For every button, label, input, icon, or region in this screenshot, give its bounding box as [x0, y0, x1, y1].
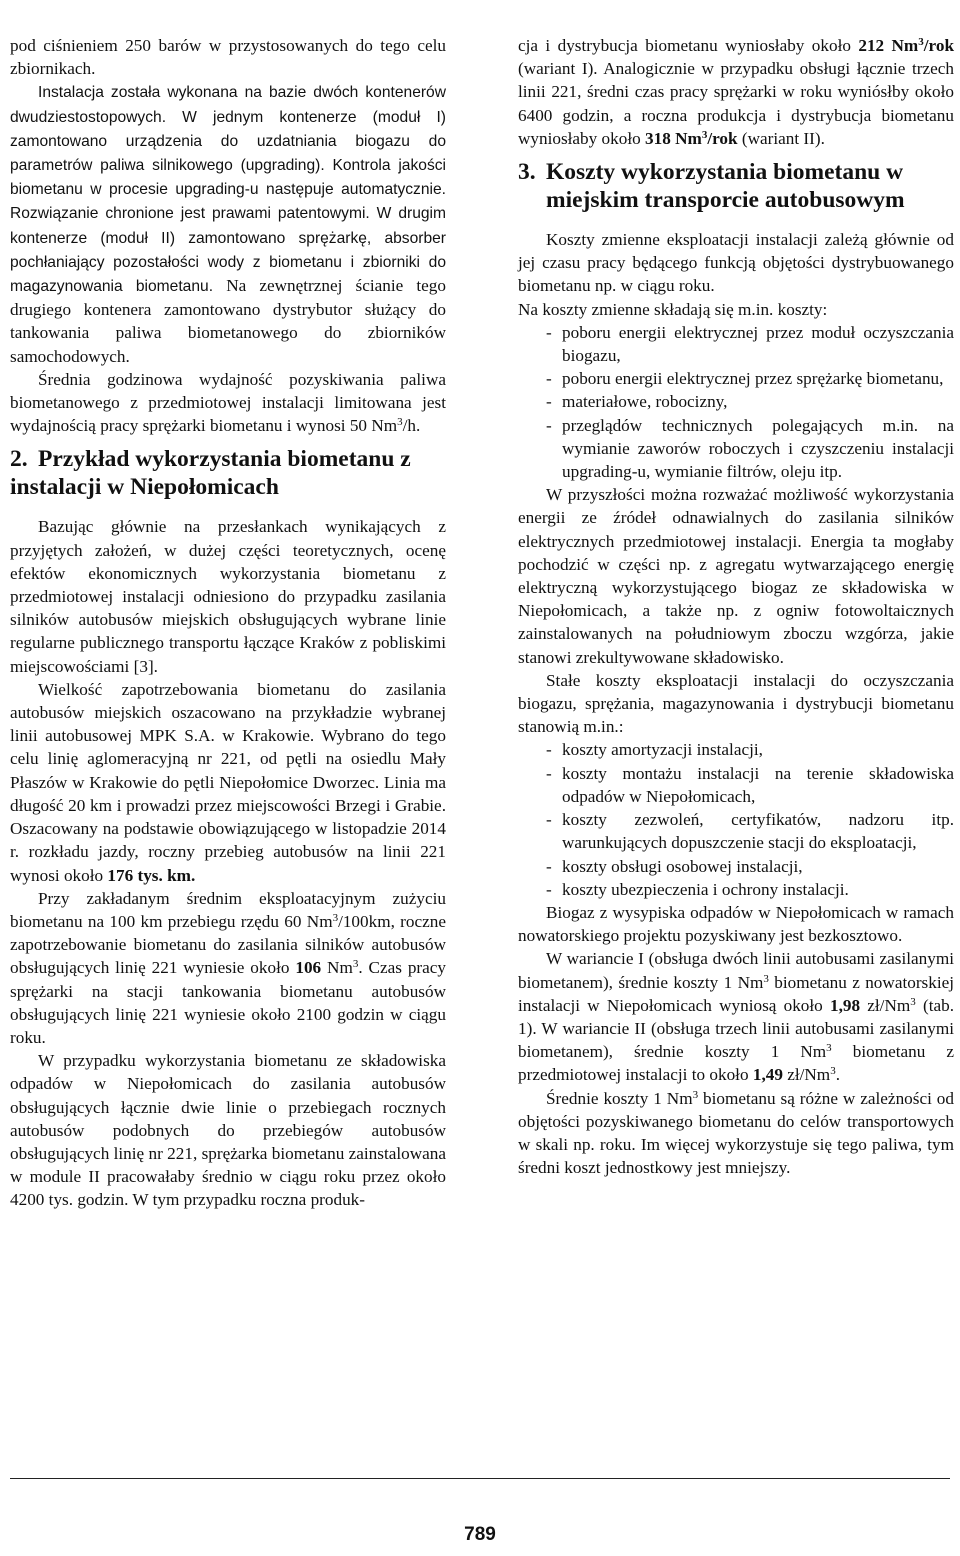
paragraph-variant-costs: W wariancie I (obsługa dwóch linii autobusami zasilanymi biometanem), średnie koszty 1 Nm$^3$ biometanu z nowatorskiej instalacji w Niepołomicach wyniosą około 1,98 zł/Nm$^3$ (tab. 1). W wariancie II (obsługa trzech linii autobusami zasilanymi biometanem), średnie koszty 1 Nm$^3$ biometanu z przedmiotowej instalacji to około 1,49 zł/Nm$^3$. [518, 949, 955, 1085]
paragraph-installation: Instalacja została wykonana na bazie dwóch kontenerów dwudziestostopowych. W jednym kontenerze (moduł I) zamontowano urządzenia do uzdatniania biogazu do parametrów paliwa silnikowego (upgrading). Kontrola jakości biometanu w procesie upgrading-u następuje automatycznie. Rozwiązanie chronione jest prawami patentowymi. W drugim kontenerze (moduł II) zamontowano sprężarkę, absorber pochłaniający pozostałości wody z biometanu i zbiorniki do magazynowania biometanu. Na zewnętrznej ścianie tego drugiego kontenera zamontowano dystrybutor służący do tankowania paliwa biometanowego do zbiorników samochodowych. [10, 84, 447, 366]
list-item: - poboru energii elektrycznej przez moduł oczyszczania biogazu, [546, 321, 954, 367]
list-item: - materiałowe, robocizny, [546, 390, 954, 413]
paragraph-average-costs: Średnie koszty 1 Nm$^3$ biometanu są różne w zależności od objętości pozyskiwanego biometanu do celów transportowych w skali np. roku. Im więcej wykorzystuje się tego paliwa, tym średni koszt jednostkowy jest mniejszy. [518, 1088, 954, 1178]
list-item: - koszty amortyzacji instalacji, [546, 738, 954, 761]
list-item: - koszty obsługi osobowej instalacji, [546, 855, 954, 878]
paragraph-consumption: Przy zakładanym średnim eksploatacyjnym zużyciu biometanu na 100 km przebiegu rzędu 60 Nm$^3$/100km, roczne zapotrzebowanie biometanu do zasilania silników autobusów obsługujących linię 221 wyniesie około 106 Nm$^3$. Czas pracy sprężarki na stacji tankowania biometanu autobusów obsługujących linię 221 wyniesie około 2100 godzin w ciągu roku. [10, 888, 447, 1047]
variable-costs-list [546, 321, 954, 483]
fixed-costs-list [546, 738, 954, 900]
footer-rule [10, 1478, 950, 1479]
paragraph-production: cja i dystrybucja biometanu wyniosłaby około 212 Nm$^3$/rok (wariant I). Analogicznie w przypadku obsługi łącznie trzech linii 221, średni czas pracy sprężarki w roku wyniósłby około 6400 godzin, a roczna produkcja i dystrybucja biometanu wyniosłaby około 318 Nm$^3$/rok (wariant II). [518, 36, 955, 148]
section-heading-2: 2. Przykład wykorzystania biometanu z instalacji w Niepołomicach [10, 446, 411, 501]
right-column [518, 34, 954, 1179]
paragraph-efficiency: Średnia godzinowa wydajność pozyskiwania paliwa biometanowego z przedmiotowej instalacji limitowana jest wydajnością pracy sprężarki biometanu i wynosi 50 Nm$^3$/h. [10, 369, 446, 436]
paragraph-line-221: Wielkość zapotrzebowania biometanu do zasilania autobusów miejskich oszacowano na przykładzie wybranej linii autobusowej MPK S.A. w Krakowie. Wybrano do tego celu linię aglomeracyjną nr 221, od pętli na osiedlu Mały Płaszów w Krakowie do pętli Niepołomice Dworzec. Linia ma długość 20 km i prowadzi przez miejscowości Brzegi i Grabie. Oszacowany na podstawie obowiązującego w listopadzie 2014 r. rozkładu jazdy, roczny przebieg autobusów na linii 221 wynosi około 176 tys. km. [10, 679, 446, 885]
list-item: - koszty zezwoleń, certyfikatów, nadzoru itp. warunkujących dopuszczenie stacji do eksploatacji, [546, 808, 954, 854]
paragraph: Stałe koszty eksploatacji instalacji do oczyszczania biogazu, sprężania, magazynowania i dystrybucji biometanu stanowią m.in.: [518, 670, 954, 737]
paragraph: W przyszłości można rozważać możliwość wykorzystania energii ze źródeł odnawialnych do zasilania silników elektrycznych przedmiotowej instalacji. Energia ta mogłaby pochodzić w części np. z agregatu wytwarzającego energię elektryczną wykorzystującego biogaz ze składowiska w Niepołomicach, a także np. z ogniw fotowoltaicznych zainstalowanych na południowym zboczu wzgórza, jakie stanowi zrekultywowane składowisko. [518, 485, 954, 667]
list-item: - przeglądów technicznych polegających m.in. na wymianie zaworów roboczych i czyszczeniu instalacji upgrading-u, wymianie filtrów, oleju itp. [546, 414, 954, 484]
page-number: 789 [464, 1524, 496, 1545]
paragraph: Bazując głównie na przesłankach wynikających z przyjętych założeń, w dużej części teoretycznych, ocenę efektów ekonomicznych wykorzystania biometanu z przedmiotowej instalacji odniesiono do przypadku zasilania silników autobusów miejskich obsługujących wybrane linie regularne publicznego transportu łączące Kraków z pobliskimi miejscowościami [3]. [10, 517, 446, 676]
list-item: - koszty ubezpieczenia i ochrony instalacji. [546, 878, 954, 901]
paragraph: pod ciśnieniem 250 barów w przystosowanych do tego celu zbiornikach. [10, 36, 446, 79]
left-column [10, 34, 446, 1212]
list-item: - poboru energii elektrycznej przez sprężarkę biometanu, [546, 367, 954, 390]
section-heading-3: 3. Koszty wykorzystania biometanu w miejskim transporcie autobusowym [518, 159, 905, 214]
list-item: - koszty montażu instalacji na terenie składowiska odpadów w Niepołomicach, [546, 762, 954, 808]
paragraph: W przypadku wykorzystania biometanu ze składowiska odpadów w Niepołomicach do zasilania autobusów obsługujących łącznie dwie linie o przebiegach rocznych autobusów podobnych do przebiegów autobusów obsługujących linię nr 221, sprężarka biometanu zainstalowana w module II pracowałaby średnio w ciągu roku przez około 4200 tys. godzin. W tym przypadku roczna produk- [10, 1051, 446, 1210]
paragraph: Na koszty zmienne składają się m.in. koszty: [518, 299, 828, 319]
paragraph: Koszty zmienne eksploatacji instalacji zależą głównie od jej czasu pracy będącego funkcją objętości dystrybuowanego biometanu np. w ciągu roku. [518, 230, 954, 296]
paragraph: Biogaz z wysypiska odpadów w Niepołomicach w ramach nowatorskiego projektu pozyskiwany jest bezkosztowo. [518, 902, 954, 946]
